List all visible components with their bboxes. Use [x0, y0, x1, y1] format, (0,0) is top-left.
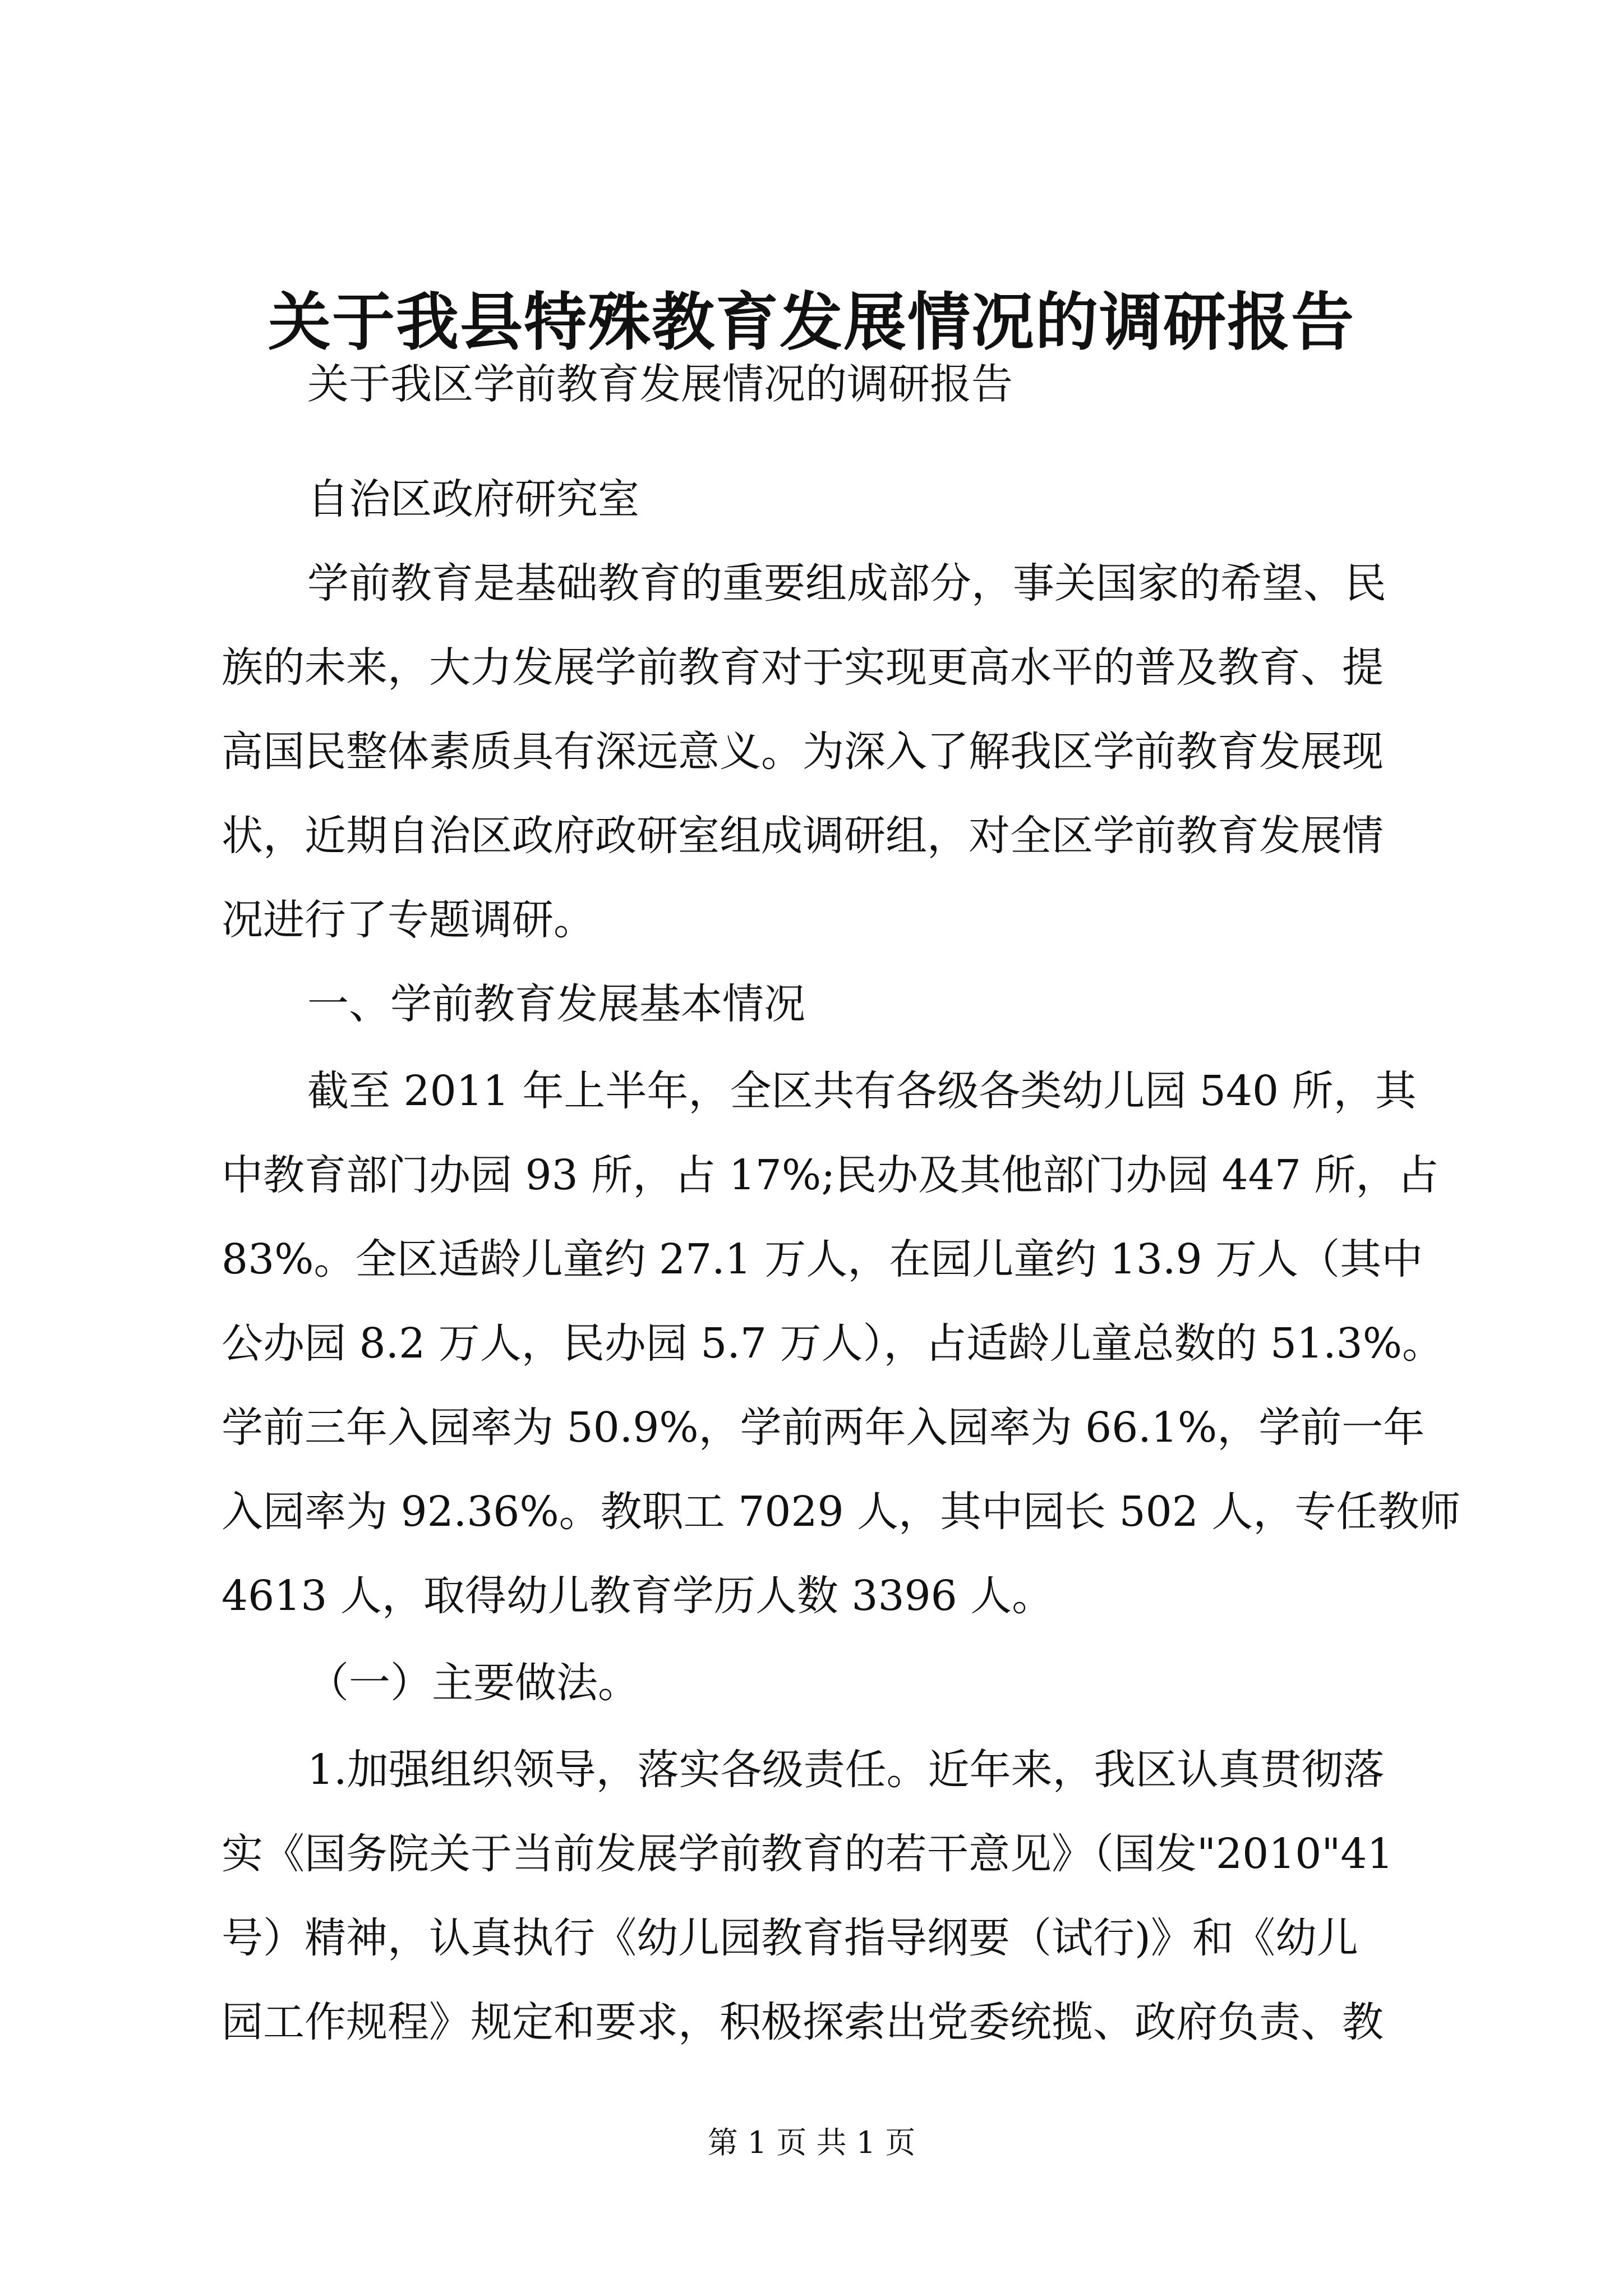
- paragraph-line: 学前教育是基础教育的重要组成部分，事关国家的希望、民: [307, 559, 1386, 608]
- paragraph-line: 况进行了专题调研。: [222, 896, 595, 944]
- paragraph-line: 号）精神，认真执行《幼儿园教育指导纲要（试行)》和《幼儿: [222, 1914, 1358, 1962]
- paragraph-line: 入园率为 92.36%。教职工 7029 人，其中园长 502 人，专任教师: [222, 1488, 1461, 1536]
- paragraph-line: 状，近期自治区政府政研室组成调研组，对全区学前教育发展情: [222, 812, 1384, 860]
- document-title: 关于我县特殊教育发展情况的调研报告: [268, 286, 1355, 359]
- paragraph-line: 族的未来，大力发展学前教育对于实现更高水平的普及教育、提: [222, 643, 1384, 692]
- page-number: 第 1 页 共 1 页: [707, 2125, 916, 2160]
- paragraph-line: 83%。全区适龄儿童约 27.1 万人，在园儿童约 13.9 万人（其中: [222, 1235, 1423, 1283]
- paragraph-line: 截至 2011 年上半年，全区共有各级各类幼儿园 540 所，其: [307, 1067, 1417, 1115]
- document-subtitle: 关于我区学前教育发展情况的调研报告: [307, 360, 1013, 408]
- paragraph-line: 高国民整体素质具有深远意义。为深入了解我区学前教育发展现: [222, 728, 1384, 776]
- paragraph-line: 中教育部门办园 93 所，占 17%;民办及其他部门办园 447 所，占: [222, 1151, 1439, 1199]
- paragraph-line: 园工作规程》规定和要求，积极探索出党委统揽、政府负责、教: [222, 1998, 1384, 2046]
- paragraph-line: 学前三年入园率为 50.9%，学前两年入园率为 66.1%，学前一年: [222, 1404, 1425, 1452]
- section-heading: 一、学前教育发展基本情况: [307, 980, 805, 1028]
- paragraph-line: 1.加强组织领导，落实各级责任。近年来，我区认真贯彻落: [307, 1746, 1385, 1794]
- paragraph-line: 4613 人，取得幼儿教育学历人数 3396 人。: [222, 1572, 1054, 1620]
- document-author: 自治区政府研究室: [307, 475, 639, 523]
- subsection-heading: （一）主要做法。: [307, 1659, 639, 1707]
- paragraph-line: 公办园 8.2 万人，民办园 5.7 万人），占适龄儿童总数的 51.3%。: [222, 1319, 1444, 1368]
- paragraph-line: 实《国务院关于当前发展学前教育的若干意见》（国发"2010"41: [222, 1830, 1394, 1878]
